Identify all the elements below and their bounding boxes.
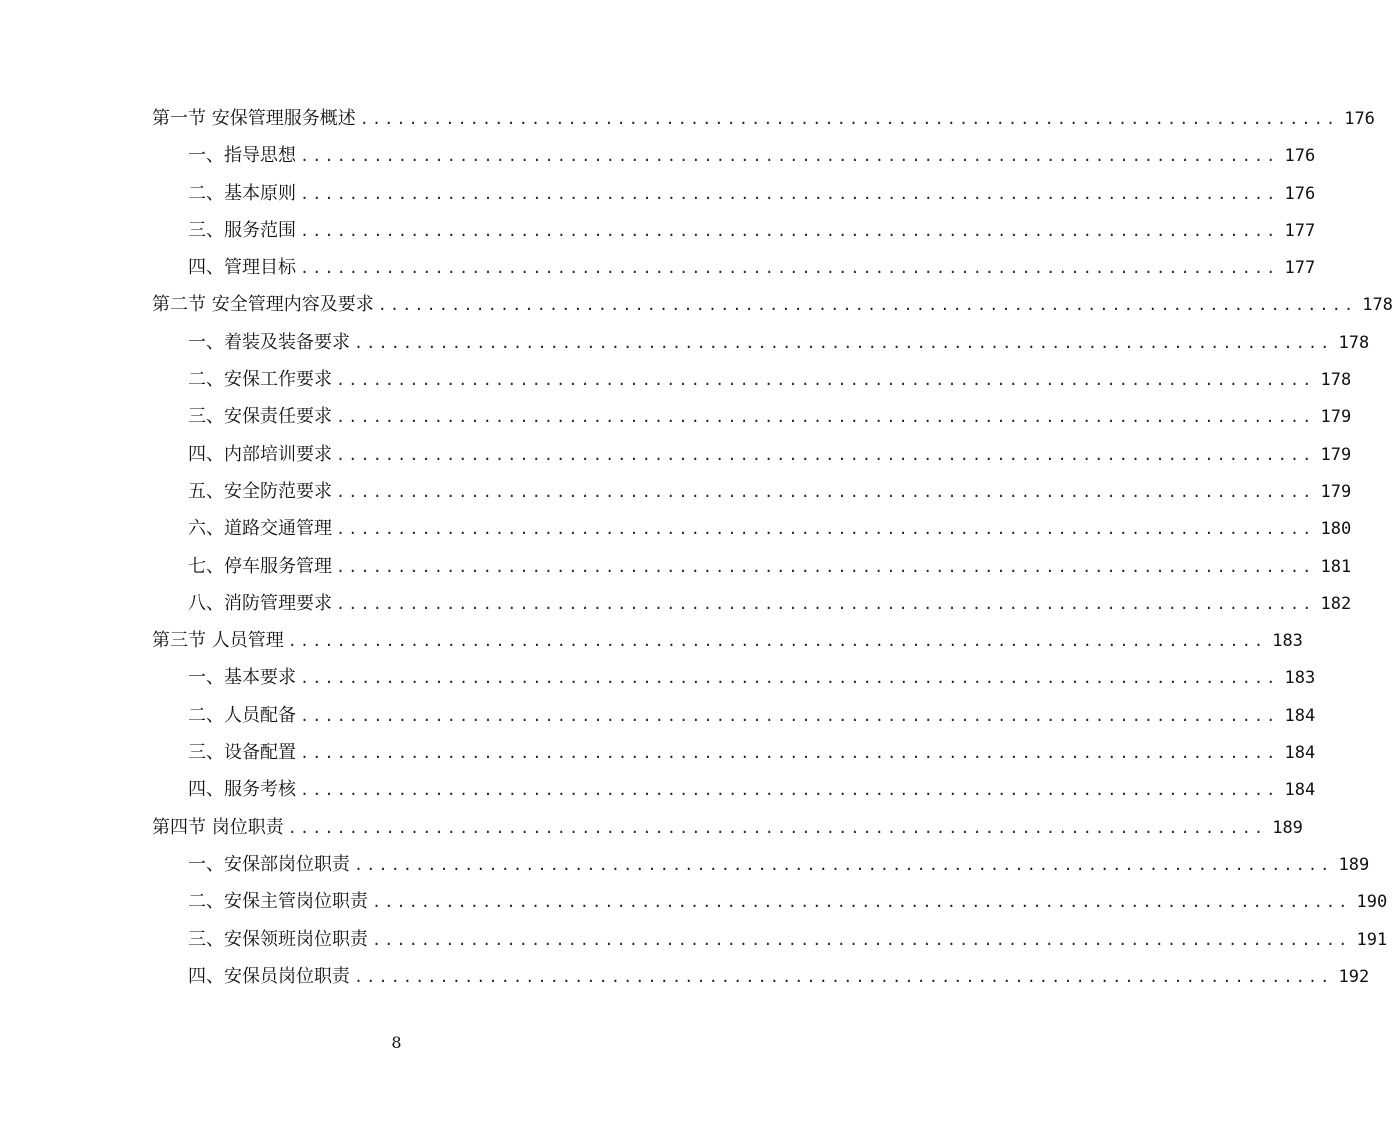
dot-leader: ................................................................................: [336, 445, 1315, 464]
toc-entry-page: 180: [1320, 519, 1352, 540]
toc-entry-label: 一、着装及装备要求: [188, 331, 350, 353]
toc-entry[interactable]: [152, 883, 1388, 920]
toc-entry-label: 一、安保部岗位职责: [188, 853, 350, 875]
toc-entry-page: 179: [1320, 444, 1352, 465]
dot-leader: ................................................................................: [300, 221, 1279, 240]
toc-entry-label: 六、道路交通管理: [188, 518, 332, 540]
toc-entry-page: 183: [1284, 668, 1316, 689]
toc-entry-page: 184: [1284, 705, 1316, 726]
toc-entry[interactable]: [152, 659, 1316, 696]
dot-leader: ................................................................................: [300, 781, 1279, 800]
toc-entry[interactable]: [152, 771, 1316, 808]
dot-leader: ................................................................................: [287, 632, 1267, 651]
toc-entry-page: 181: [1320, 556, 1352, 577]
toc-entry[interactable]: [152, 137, 1316, 174]
toc-entry-page: 177: [1284, 258, 1316, 279]
toc-entry[interactable]: [152, 548, 1352, 585]
toc-entry-page: 190: [1356, 892, 1388, 913]
dot-leader: ................................................................................: [372, 930, 1351, 949]
toc-entry-label: 第四节 岗位职责: [152, 816, 284, 838]
toc-entry[interactable]: [152, 361, 1352, 398]
toc-entry[interactable]: [152, 436, 1352, 473]
toc-entry-label: 三、安保领班岗位职责: [188, 928, 368, 950]
toc-entry-label: 八、消防管理要求: [188, 592, 332, 614]
toc-entry[interactable]: [152, 846, 1370, 883]
dot-leader: ................................................................................: [287, 818, 1267, 837]
dot-leader: ................................................................................: [354, 333, 1333, 352]
toc-entry-page: 183: [1272, 631, 1303, 652]
toc-entry-label: 二、人员配备: [188, 704, 296, 726]
toc-entry[interactable]: [152, 212, 1316, 249]
toc-entry[interactable]: [152, 921, 1388, 958]
dot-leader: ................................................................................: [300, 669, 1279, 688]
dot-leader: ................................................................................: [354, 967, 1333, 986]
toc-entry-label: 二、安保工作要求: [188, 369, 332, 391]
toc-entry[interactable]: [152, 324, 1370, 361]
toc-entry-label: 一、指导思想: [188, 145, 296, 167]
dot-leader: ................................................................................: [336, 482, 1315, 501]
toc-entry-section-2[interactable]: [152, 286, 1393, 323]
dot-leader: ................................................................................: [354, 855, 1333, 874]
toc-entry-label: 三、安保责任要求: [188, 406, 332, 428]
toc-entry-label: 第三节 人员管理: [152, 630, 284, 652]
toc-entry[interactable]: [152, 697, 1316, 734]
toc-entry-page: 176: [1344, 109, 1375, 129]
dot-leader: ................................................................................: [300, 744, 1279, 763]
toc-entry-page: 178: [1362, 295, 1393, 316]
toc-entry-page: 176: [1284, 146, 1316, 167]
toc-entry[interactable]: [152, 510, 1352, 547]
toc-entry-section-4[interactable]: [152, 809, 1303, 846]
page-number: 8: [391, 1033, 402, 1052]
toc-entry-label: 二、基本原则: [188, 182, 296, 204]
toc-entry-page: 184: [1284, 780, 1316, 801]
toc-entry-label: 七、停车服务管理: [188, 555, 332, 577]
toc-entry-label: 四、服务考核: [188, 779, 296, 801]
toc-entry-page: 179: [1320, 407, 1352, 428]
dot-leader: ................................................................................: [377, 296, 1357, 315]
toc-entry-page: 189: [1272, 817, 1303, 838]
toc-entry-label: 四、管理目标: [188, 257, 296, 279]
toc-entry-page: 189: [1338, 854, 1370, 875]
toc-entry[interactable]: [152, 734, 1316, 771]
toc-entry-label: 四、内部培训要求: [188, 443, 332, 465]
toc-entry[interactable]: [152, 585, 1352, 622]
toc-entry[interactable]: [152, 398, 1352, 435]
toc-entry-page: 184: [1284, 743, 1316, 764]
toc-entry-page: 191: [1356, 929, 1388, 950]
dot-leader: ................................................................................: [336, 408, 1315, 427]
toc-entry-page: 178: [1338, 332, 1370, 353]
toc-entry-label: 一、基本要求: [188, 667, 296, 689]
toc-entry-label: 五、安全防范要求: [188, 480, 332, 502]
toc-entry-page: 177: [1284, 220, 1316, 241]
dot-leader: ................................................................................: [359, 110, 1339, 128]
toc-entry-page: 178: [1320, 370, 1352, 391]
table-of-contents: [152, 100, 1393, 995]
toc-entry-label: 三、服务范围: [188, 219, 296, 241]
toc-entry-page: 176: [1284, 183, 1316, 204]
dot-leader: ................................................................................: [372, 893, 1351, 912]
dot-leader: ................................................................................: [336, 371, 1315, 390]
toc-entry[interactable]: [152, 249, 1316, 286]
toc-entry-page: 182: [1320, 593, 1352, 614]
dot-leader: ................................................................................: [300, 259, 1279, 278]
dot-leader: ................................................................................: [300, 706, 1279, 725]
dot-leader: ................................................................................: [336, 594, 1315, 613]
toc-entry-section-1[interactable]: [152, 100, 1375, 137]
toc-entry-section-3[interactable]: [152, 622, 1303, 659]
toc-entry[interactable]: [152, 175, 1316, 212]
toc-entry[interactable]: [152, 473, 1352, 510]
toc-entry-label: 第二节 安全管理内容及要求: [152, 294, 374, 316]
toc-entry-page: 192: [1338, 966, 1370, 987]
dot-leader: ................................................................................: [300, 147, 1279, 166]
toc-entry-label: 四、安保员岗位职责: [188, 965, 350, 987]
dot-leader: ................................................................................: [336, 520, 1315, 539]
toc-entry-label: 第一节 安保管理服务概述: [152, 108, 356, 129]
dot-leader: ................................................................................: [300, 184, 1279, 203]
toc-entry-label: 二、安保主管岗位职责: [188, 891, 368, 913]
toc-entry-page: 179: [1320, 481, 1352, 502]
toc-entry[interactable]: [152, 958, 1370, 995]
dot-leader: ................................................................................: [336, 557, 1315, 576]
toc-entry-label: 三、设备配置: [188, 742, 296, 764]
